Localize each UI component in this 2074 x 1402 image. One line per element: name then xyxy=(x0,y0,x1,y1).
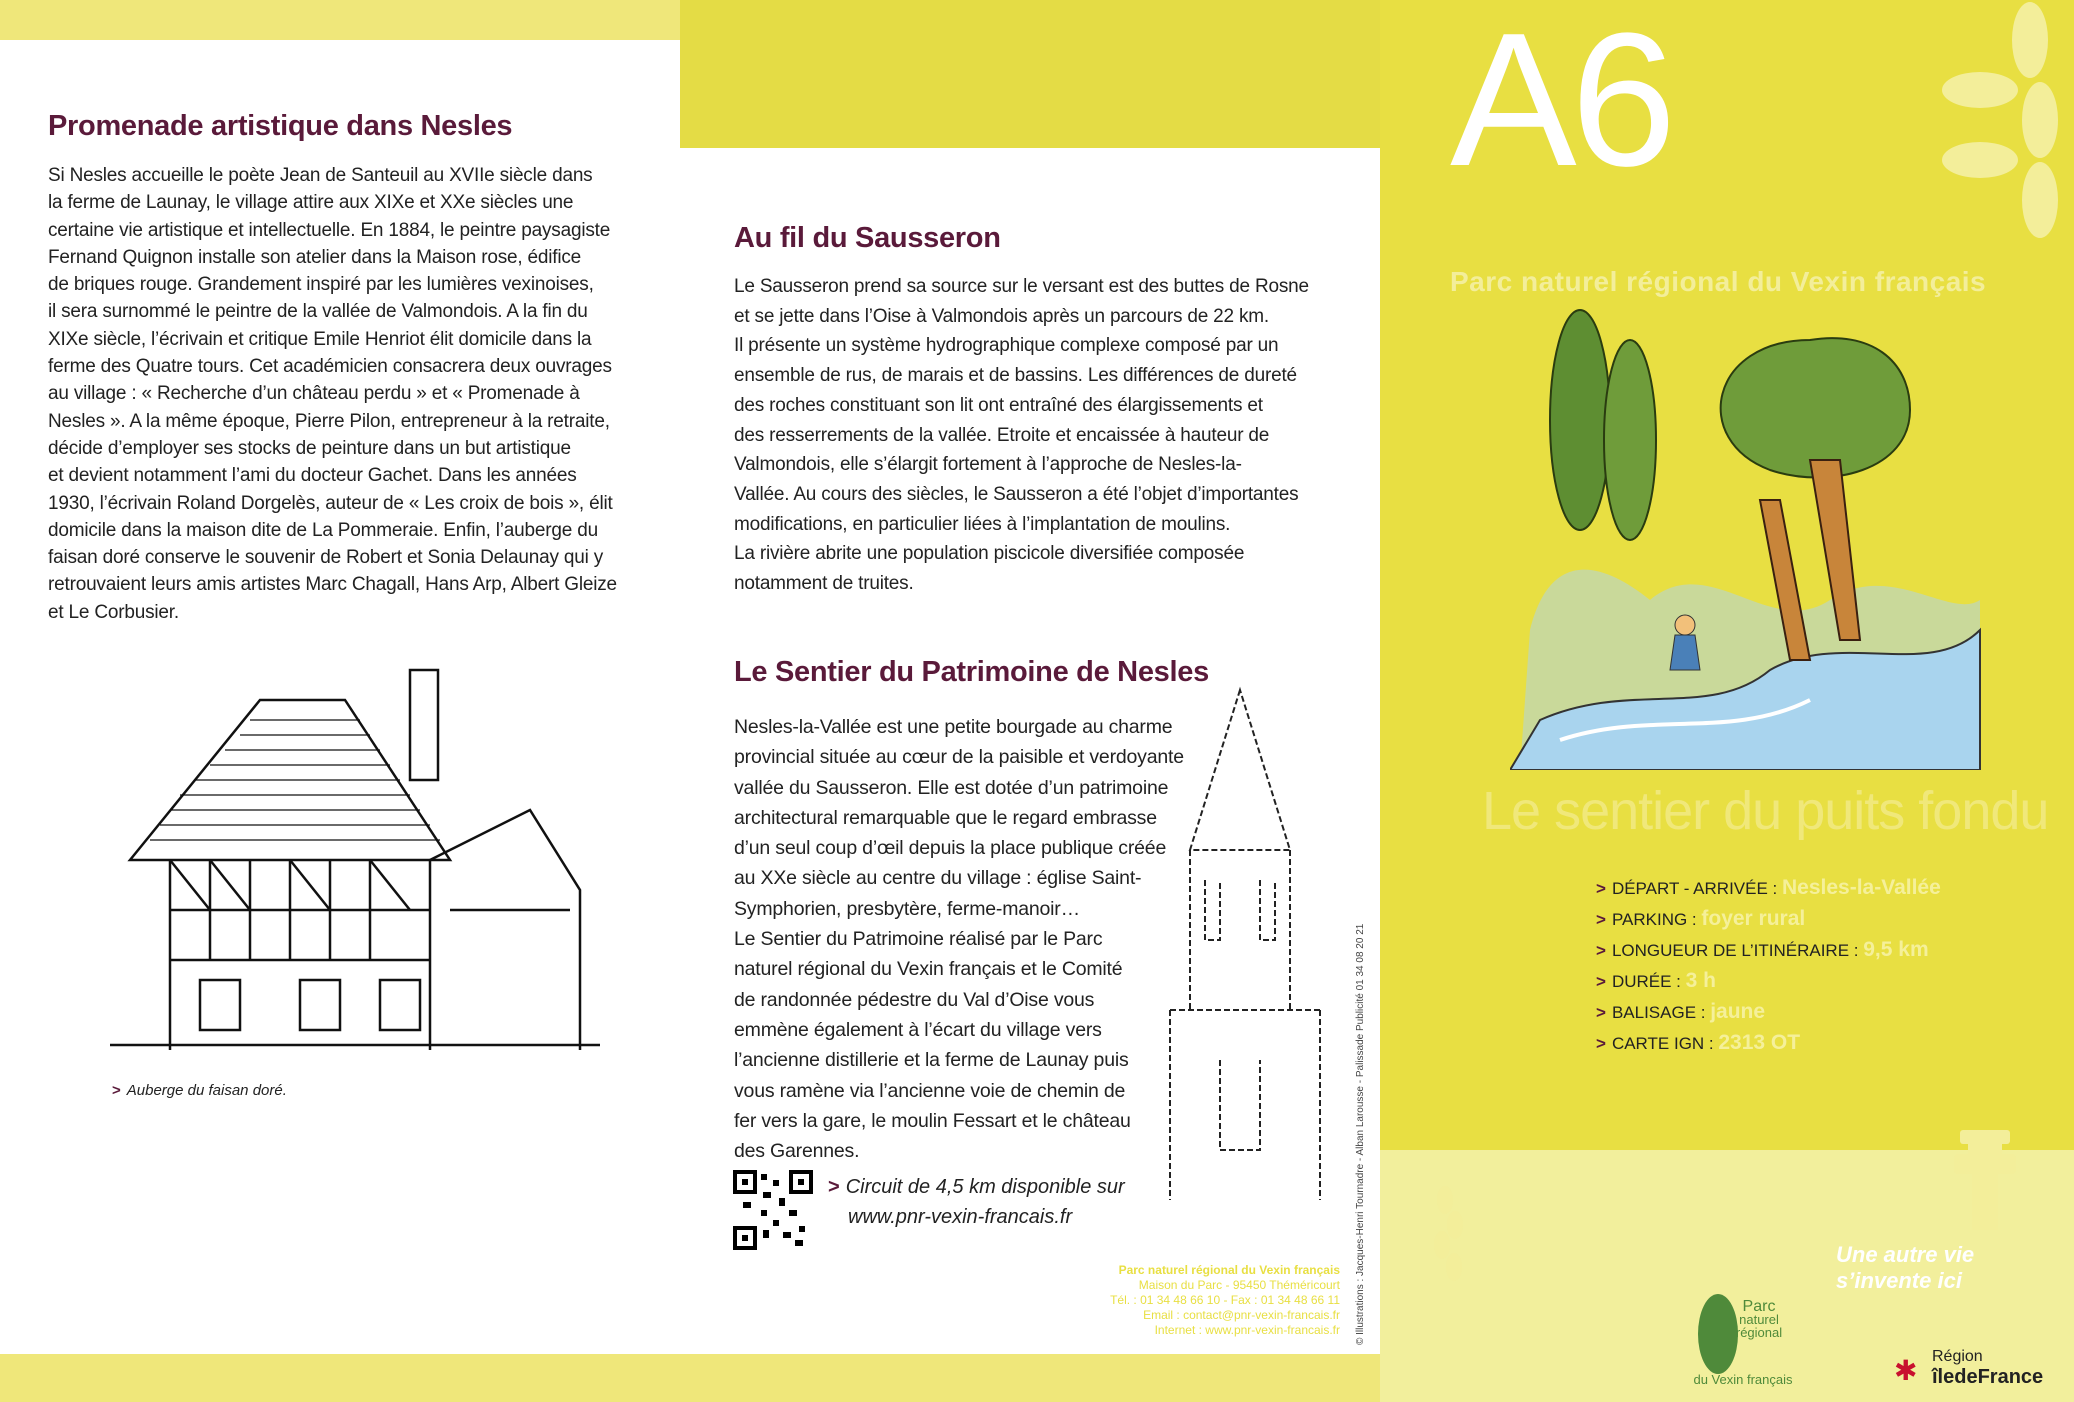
text-line: des Garennes. xyxy=(734,1140,860,1163)
info-label: DURÉE : xyxy=(1611,972,1681,991)
church-illustration xyxy=(1150,680,1330,1200)
parc-logo xyxy=(1688,1290,1798,1395)
contact-line: Internet : www.pnr-vexin-francais.fr xyxy=(1154,1323,1340,1337)
info-parking xyxy=(1596,903,1941,934)
caption-arrow: > xyxy=(112,1082,121,1099)
text-line: et se jette dans l’Oise à Valmondois après un parcours de 22 km. xyxy=(734,305,1269,327)
text-line: faisan doré conserve le souvenir de Robert et Sonia Delaunay qui y xyxy=(48,547,604,569)
text-line: au village : « Recherche d’un château perdu » et « Promenade à xyxy=(48,383,580,405)
text-line: décide d’employer ses stocks de peinture dans un but artistique xyxy=(48,437,571,459)
text-line: La rivière abrite une population piscicole diversifiée composée xyxy=(734,543,1245,565)
info-value: 2313 OT xyxy=(1718,1031,1801,1054)
house-caption xyxy=(112,1082,287,1099)
text-line: Le Sausseron prend sa source sur le versant est des buttes de Rosne xyxy=(734,276,1309,297)
info-value: jaune xyxy=(1710,1000,1766,1023)
text-line: Symphorien, presbytère, ferme-manoir… xyxy=(734,897,1080,920)
contact-line: Parc naturel régional du Vexin français xyxy=(1118,1263,1340,1277)
trail-title: Le sentier du puits fondu xyxy=(1482,781,2049,841)
text-line: certaine vie artistique et intellectuelle. En 1884, le peintre paysagiste xyxy=(48,219,611,241)
text-line: de randonnée pédestre du Val d’Oise vous xyxy=(734,988,1095,1011)
info-value: Nesles-la-Vallée xyxy=(1782,876,1941,899)
contact-line: Tél. : 01 34 48 66 10 - Fax : 01 34 48 66 11 xyxy=(1110,1293,1340,1307)
text-line: naturel régional du Vexin français et le Comité xyxy=(734,958,1123,981)
info-duree xyxy=(1596,965,1941,996)
text-line: au XXe siècle au centre du village : église Saint- xyxy=(734,867,1142,890)
trail-code: A6 xyxy=(1450,0,1671,206)
text-line: retrouvaient leurs amis artistes Marc Chagall, Hans Arp, Albert Gleize xyxy=(48,574,617,596)
info-label: DÉPART - ARRIVÉE : xyxy=(1611,879,1778,898)
section-title-promenade: Promenade artistique dans Nesles xyxy=(48,110,513,142)
logo-line: Parc xyxy=(1742,1298,1776,1315)
text-line: l’ancienne distillerie et la ferme de Launay puis xyxy=(734,1049,1129,1072)
patrimoine-text xyxy=(734,712,1189,1166)
text-line: des resserrements de la vallée. Etroite et encaissée à hauteur de xyxy=(734,424,1270,446)
text-line: Il présente un système hydrographique complexe composé par un xyxy=(734,335,1279,357)
text-line: Fernand Quignon installe son atelier dans la Maison rose, édifice xyxy=(48,246,582,268)
star-icon: ✱ xyxy=(1894,1355,1918,1386)
sausseron-text xyxy=(734,272,1328,599)
qr-code[interactable] xyxy=(733,1170,813,1250)
top-band xyxy=(0,0,680,40)
logo-line: du Vexin français xyxy=(1693,1372,1793,1387)
text-line: emmène également à l’écart du village vers xyxy=(734,1018,1102,1041)
text-line: la ferme de Launay, le village attire aux XIXe et XXe siècles une xyxy=(48,192,574,214)
section-title-sausseron: Au fil du Sausseron xyxy=(734,222,1001,254)
logo-line: régional xyxy=(1735,1325,1783,1340)
house-illustration xyxy=(110,660,600,1050)
text-line: et Le Corbusier. xyxy=(48,601,179,623)
contact-line: Maison du Parc - 95450 Théméricourt xyxy=(1138,1278,1340,1292)
text-line: d’un seul coup d’œil depuis la place publique créée xyxy=(734,837,1167,860)
wheat-icon xyxy=(1910,0,2074,270)
text-line: vous ramène via l’ancienne voie de chemin de xyxy=(734,1079,1126,1102)
text-line: modifications, en particulier liées à l’implantation de moulins. xyxy=(734,513,1231,535)
info-arrow: > xyxy=(1596,941,1606,960)
middle-header-band xyxy=(680,0,1380,148)
info-arrow: > xyxy=(1596,972,1606,991)
info-longueur xyxy=(1596,934,1941,965)
text-line: il sera surnommé le peintre de la vallée de Valmondois. A la fin du xyxy=(48,301,588,323)
info-arrow: > xyxy=(1596,1034,1606,1053)
info-label: LONGUEUR DE L’ITINÉRAIRE : xyxy=(1611,941,1859,960)
bottom-band xyxy=(0,1354,1380,1402)
contact-block xyxy=(1040,1263,1340,1338)
promenade-text xyxy=(48,162,626,626)
text-line: notamment de truites. xyxy=(734,573,914,595)
info-value: foyer rural xyxy=(1701,907,1806,930)
info-arrow: > xyxy=(1596,879,1606,898)
wheat-ear-icon xyxy=(1420,1185,1480,1295)
landscape-illustration xyxy=(1510,300,1990,770)
trail-marker-icon xyxy=(1950,1130,2020,1230)
circuit-url[interactable]: www.pnr-vexin-francais.fr xyxy=(848,1206,1073,1228)
text-line: Nesles-la-Vallée est une petite bourgade au charme xyxy=(734,716,1173,738)
caption-text: Auberge du faisan doré. xyxy=(126,1082,287,1099)
info-value: 9,5 km xyxy=(1863,938,1929,961)
circuit-line: Circuit de 4,5 km disponible sur xyxy=(845,1176,1125,1198)
contact-line: Email : contact@pnr-vexin-francais.fr xyxy=(1143,1308,1340,1322)
text-line: Vallée. Au cours des siècles, le Sausseron a été l’objet d’importantes xyxy=(734,483,1299,505)
text-line: et devient notamment l’ami du docteur Gachet. Dans les années xyxy=(48,465,577,487)
text-line: ensemble de rus, de marais et de bassins. Les différences de dureté xyxy=(734,365,1297,387)
info-balisage xyxy=(1596,996,1941,1027)
info-label: CARTE IGN : xyxy=(1611,1034,1714,1053)
info-carte xyxy=(1596,1027,1941,1058)
text-line: de briques rouge. Grandement inspiré par les lumières vexinoises, xyxy=(48,274,594,296)
text-line: XIXe siècle, l’écrivain et critique Emile Henriot élit domicile dans la xyxy=(48,328,592,350)
text-line: provincial située au cœur de la paisible et verdoyante xyxy=(734,746,1184,769)
text-line: Si Nesles accueille le poète Jean de Santeuil au XVIIe siècle dans xyxy=(48,165,593,186)
slogan: Une autre vie s’invente ici xyxy=(1836,1242,1975,1293)
text-line: fer vers la gare, le moulin Fessart et le château xyxy=(734,1109,1131,1132)
circuit-info xyxy=(828,1172,1125,1232)
text-line: Valmondois, elle s’élargit fortement à l’approche de Nesles-la- xyxy=(734,454,1242,476)
region-label: Région xyxy=(1932,1348,1983,1365)
region-name: îledeFrance xyxy=(1932,1366,2044,1388)
circuit-arrow: > xyxy=(828,1176,840,1198)
text-line: ferme des Quatre tours. Cet académicien consacrera deux ouvrages xyxy=(48,356,612,378)
text-line: 1930, l’écrivain Roland Dorgelès, auteur de « Les croix de bois », élit xyxy=(48,492,613,514)
text-line: domicile dans la maison dite de La Pommeraie. Enfin, l’auberge du xyxy=(48,519,598,541)
info-label: PARKING : xyxy=(1611,910,1697,929)
illustration-credit: © Illustrations : Jacques-Henri Tournadre - Alban Larousse - Palissade Publicité 01 34 08 20 21 xyxy=(1355,923,1366,1345)
info-arrow: > xyxy=(1596,1003,1606,1022)
text-line: des roches constituant son lit ont entraîné des élargissements et xyxy=(734,394,1263,416)
info-value: 3 h xyxy=(1685,969,1716,992)
text-line: vallée du Sausseron. Elle est dotée d’un patrimoine xyxy=(734,776,1169,799)
section-title-sentier-patrimoine: Le Sentier du Patrimoine de Nesles xyxy=(734,656,1209,688)
parc-title: Parc naturel régional du Vexin français xyxy=(1450,266,1987,297)
info-label: BALISAGE : xyxy=(1611,1003,1706,1022)
text-line: architectural remarquable que le regard embrasse xyxy=(734,806,1157,829)
text-line: Le Sentier du Patrimoine réalisé par le Parc xyxy=(734,928,1103,951)
info-arrow: > xyxy=(1596,910,1606,929)
logo-line: naturel xyxy=(1739,1312,1779,1327)
text-line: Nesles ». A la même époque, Pierre Pilon, entrepreneur à la retraite, xyxy=(48,410,610,432)
info-depart xyxy=(1596,872,1941,903)
trail-info xyxy=(1596,872,1941,1058)
